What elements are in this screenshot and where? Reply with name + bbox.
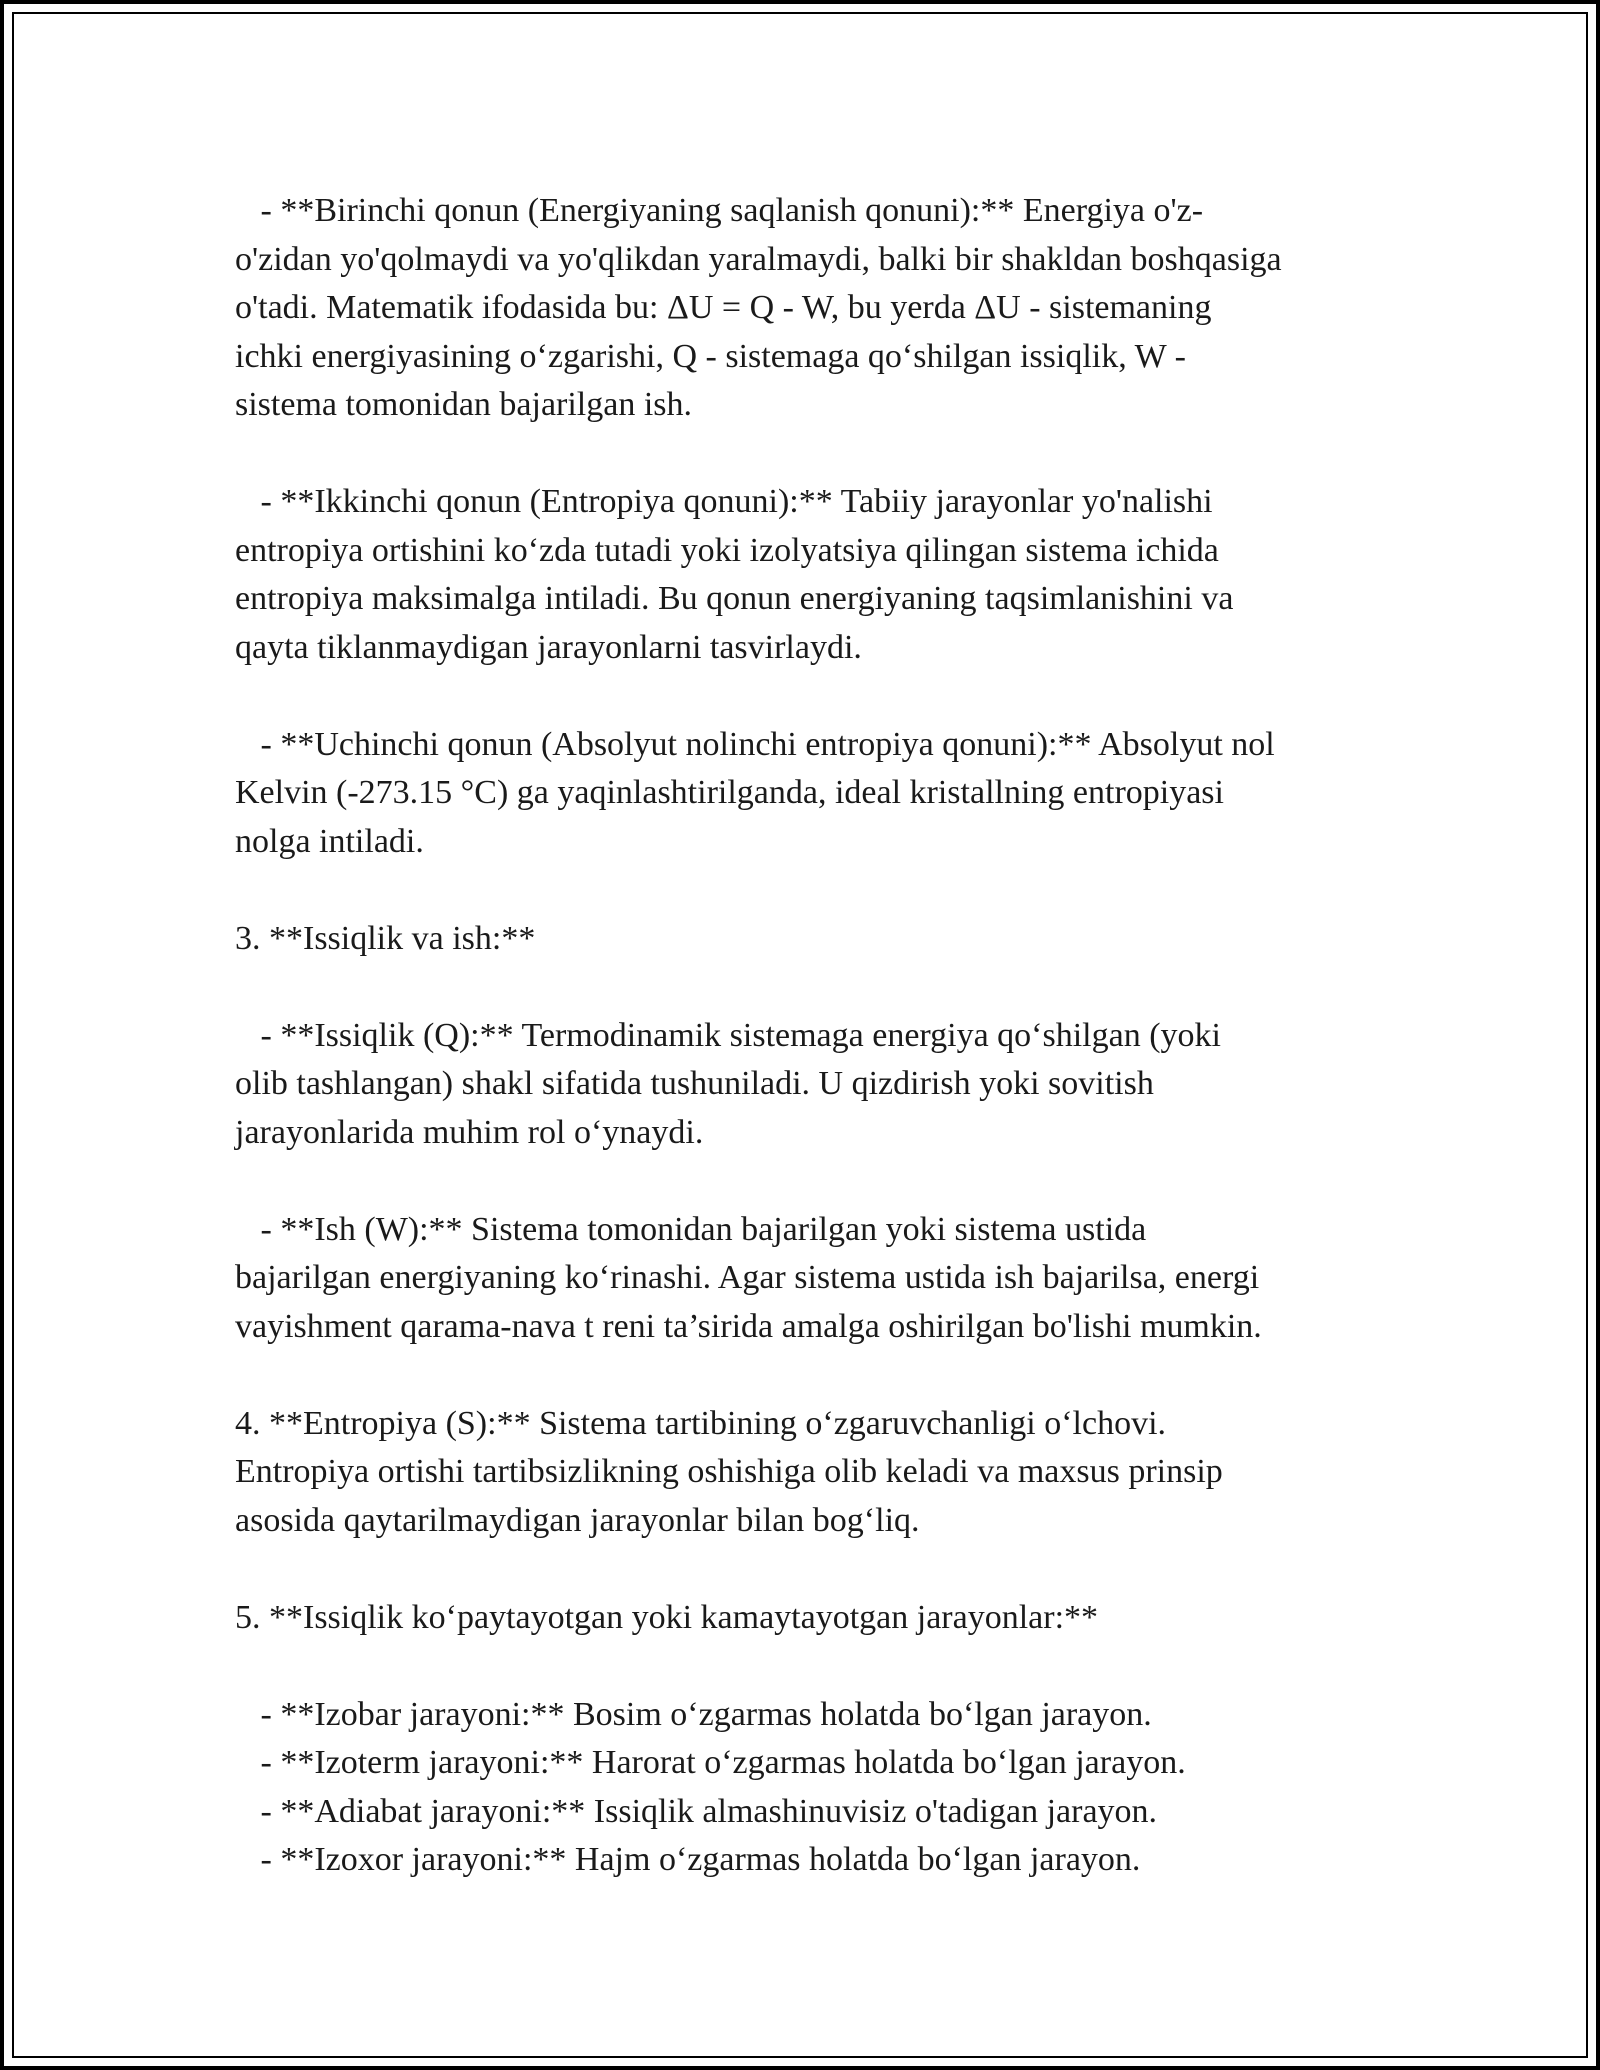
- list-item: - **Izoterm jarayoni:** Harorat o‘zgarmas holatda bo‘lgan jarayon.: [235, 1744, 1186, 1781]
- paragraph-third-law: [235, 721, 1395, 867]
- document-body: [235, 187, 1395, 1885]
- text-line: entropiya maksimalga intiladi. Bu qonun energiyaning taqsimlanishini va: [235, 580, 1234, 617]
- paragraph-heat: [235, 1012, 1395, 1158]
- list-item: - **Izoxor jarayoni:** Hajm o‘zgarmas holatda bo‘lgan jarayon.: [235, 1841, 1141, 1878]
- list-item: - **Izobar jarayoni:** Bosim o‘zgarmas holatda bo‘lgan jarayon.: [235, 1695, 1152, 1733]
- paragraph-gap: [235, 866, 1395, 915]
- text-line: entropiya ortishini ko‘zda tutadi yoki izolyatsiya qilingan sistema ichida: [235, 531, 1219, 569]
- paragraph-gap: [235, 1642, 1395, 1691]
- list-item: - **Adiabat jarayoni:** Issiqlik almashinuvisiz o'tadigan jarayon.: [235, 1792, 1158, 1830]
- text-line: sistema tomonidan bajarilgan ish.: [235, 386, 693, 423]
- text-line: - **Issiqlik (Q):** Termodinamik sistemaga energiya qo‘shilgan (yoki: [235, 1016, 1221, 1054]
- text-line: ichki energiyasining o‘zgarishi, Q - sistemaga qo‘shilgan issiqlik, W -: [235, 337, 1186, 375]
- text-line: 5. **Issiqlik ko‘paytayotgan yoki kamaytayotgan jarayonlar:**: [235, 1598, 1099, 1636]
- text-line: vayishment qarama-nava t reni ta’sirida amalga oshirilgan bo'lishi mumkin.: [235, 1307, 1262, 1345]
- paragraph-gap: [235, 430, 1395, 479]
- paragraph-entropy: [235, 1400, 1395, 1546]
- text-line: jarayonlarida muhim rol o‘ynaydi.: [235, 1113, 704, 1151]
- text-line: - **Ikkinchi qonun (Entropiya qonuni):** Tabiiy jarayonlar yo'nalishi: [235, 483, 1213, 520]
- paragraph-first-law: [235, 187, 1395, 430]
- section-heading-processes: [235, 1594, 1395, 1643]
- text-line: 3. **Issiqlik va ish:**: [235, 919, 536, 957]
- paragraph-second-law: [235, 478, 1395, 672]
- text-line: - **Birinchi qonun (Energiyaning saqlanish qonuni):** Energiya o'z-: [235, 192, 1204, 229]
- text-line: qayta tiklanmaydigan jarayonlarni tasvirlaydi.: [235, 628, 862, 666]
- paragraph-gap: [235, 963, 1395, 1012]
- section-heading-heat-and-work: [235, 915, 1395, 964]
- text-line: bajarilgan energiyaning ko‘rinashi. Agar sistema ustida ish bajarilsa, energi: [235, 1259, 1260, 1296]
- text-line: olib tashlangan) shakl sifatida tushuniladi. U qizdirish yoki sovitish: [235, 1065, 1154, 1102]
- text-line: Kelvin (-273.15 °C) ga yaqinlashtirilganda, ideal kristallning entropiyasi: [235, 774, 1224, 811]
- text-line: - **Uchinchi qonun (Absolyut nolinchi entropiya qonuni):** Absolyut nol: [235, 725, 1275, 763]
- paragraph-gap: [235, 672, 1395, 721]
- text-line: nolga intiladi.: [235, 822, 424, 860]
- text-line: asosida qaytarilmaydigan jarayonlar bilan bog‘liq.: [235, 1501, 920, 1539]
- paragraph-work: [235, 1206, 1395, 1352]
- paragraph-gap: [235, 1351, 1395, 1400]
- process-list: [235, 1691, 1395, 1885]
- text-line: Entropiya ortishi tartibsizlikning oshishiga olib keladi va maxsus prinsip: [235, 1453, 1223, 1490]
- text-line: o'zidan yo'qolmaydi va yo'qlikdan yaralmaydi, balki bir shakldan boshqasiga: [235, 240, 1282, 278]
- text-line: 4. **Entropiya (S):** Sistema tartibining o‘zgaruvchanligi o‘lchovi.: [235, 1404, 1167, 1442]
- text-line: o'tadi. Matematik ifodasida bu: ΔU = Q - W, bu yerda ΔU - sistemaning: [235, 289, 1212, 326]
- paragraph-gap: [235, 1157, 1395, 1206]
- paragraph-gap: [235, 1545, 1395, 1594]
- text-line: - **Ish (W):** Sistema tomonidan bajarilgan yoki sistema ustida: [235, 1210, 1147, 1248]
